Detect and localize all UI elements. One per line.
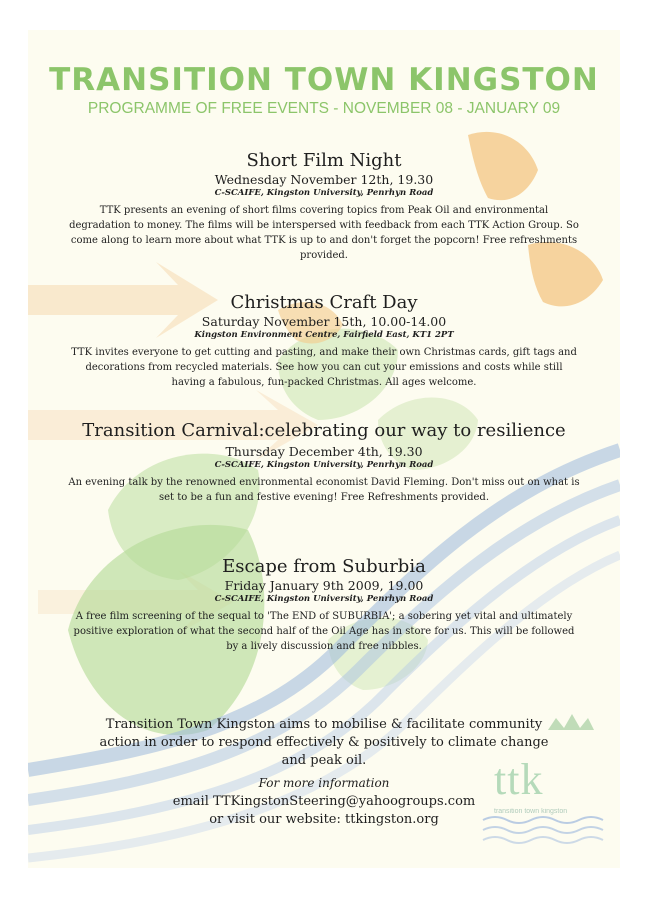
page-title: TRANSITION TOWN KINGSTON [49, 62, 599, 98]
event-description: TTK presents an evening of short films covering topics from Peak Oil and environmental degradation to money. The films will be interspersed with feedback from each TTK Action Group. So come along to learn more about what TTK is up to and don't forget the popcorn! Free refreshments provided. [69, 205, 579, 261]
event-date: Saturday November 15th, 10.00-14.00 [201, 314, 447, 329]
event-title: Christmas Craft Day [230, 292, 418, 313]
flyer-content [28, 30, 620, 868]
event-short-film-night [68, 150, 580, 263]
event-christmas-craft-day [68, 292, 580, 390]
mission-statement: Transition Town Kingston aims to mobilise & facilitate community action in order to respond effectively & positively to climate change and peak oil. [99, 717, 549, 768]
event-description: A free film screening of the sequal to 'The END of SUBURBIA'; a sobering yet vital and ultimately positive exploration of what the second half of the Oil Age has in store for us. This will be followed by a lively discussion and free nibbles. [73, 611, 575, 652]
event-venue: C-SCAIFE, Kingston University, Penrhyn Road [214, 188, 434, 198]
event-description: An evening talk by the renowned environmental economist David Fleming. Don't miss out on what is set to be a fun and festive evening! Free Refreshments provided. [68, 477, 580, 503]
contact-email[interactable]: email TTKingstonSteering@yahoogroups.com [172, 794, 476, 809]
ttk-logo: ttk [494, 755, 544, 804]
event-venue: C-SCAIFE, Kingston University, Penrhyn Road [214, 460, 434, 470]
event-escape-from-suburbia [68, 556, 580, 654]
event-description: TTK invites everyone to get cutting and pasting, and make their own Christmas cards, gift tags and decorations from recycled materials. See how you can cut your emissions and costs while still having a fabulous, fun-packed Christmas. All ages welcome. [71, 347, 577, 388]
event-date: Thursday December 4th, 19.30 [225, 444, 423, 459]
event-title: Short Film Night [246, 150, 402, 171]
event-title: Escape from Suburbia [222, 556, 426, 577]
ttk-logo-tagline: transition town kingston [494, 808, 568, 815]
website-link[interactable]: or visit our website: ttkingston.org [209, 812, 439, 827]
flyer-sheet [28, 30, 620, 868]
event-title: Transition Carnival:celebrating our way to resilience [82, 420, 566, 441]
event-date: Friday January 9th 2009, 19.00 [224, 578, 424, 593]
event-transition-carnival [68, 418, 580, 505]
page-subtitle: PROGRAMME OF FREE EVENTS - NOVEMBER 08 - JANUARY 09 [87, 100, 561, 117]
more-info-label: For more information [258, 776, 390, 790]
event-venue: C-SCAIFE, Kingston University, Penrhyn Road [214, 594, 434, 604]
event-venue: Kingston Environment Centre, Fairfield East, KT1 2PT [194, 330, 454, 340]
event-date: Wednesday November 12th, 19.30 [214, 172, 434, 187]
